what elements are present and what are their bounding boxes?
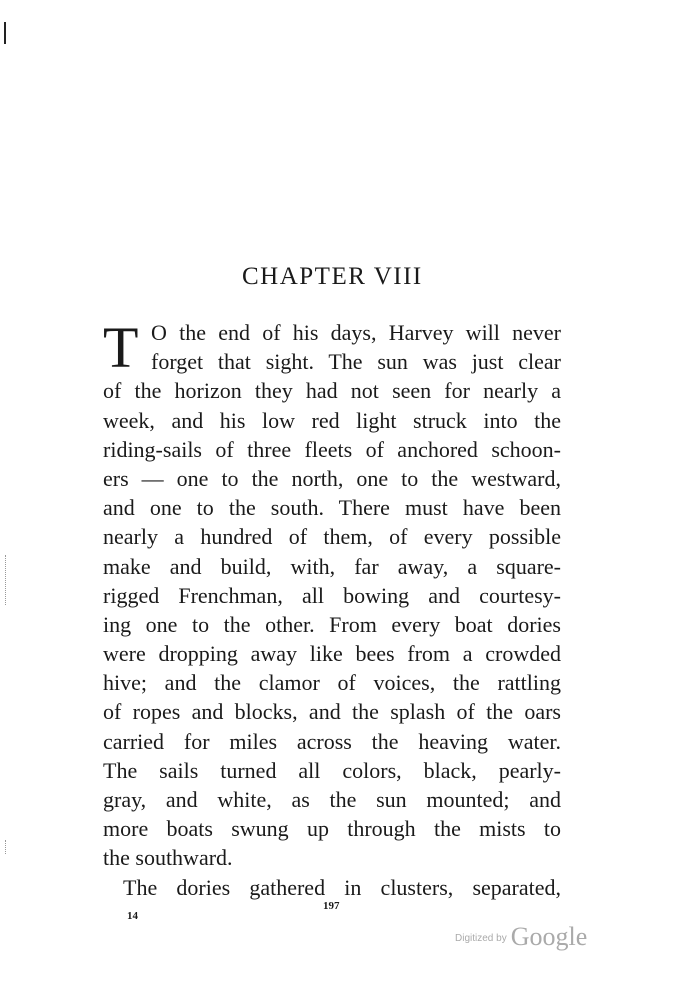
text-line: more boats swung up through the mists to xyxy=(103,816,561,842)
text-line: O the end of his days, Harvey will never xyxy=(151,320,561,345)
text-line: riding-sails of three fleets of anchored schoon- xyxy=(103,436,561,462)
scan-edge-mark xyxy=(4,22,6,44)
page-number: 197 xyxy=(323,900,340,912)
scan-edge-dots-lower xyxy=(5,840,7,854)
text-line: week, and his low red light struck into the xyxy=(103,407,561,433)
text-line: carried for miles across the heaving water. xyxy=(103,728,561,754)
text-line: The sails turned all colors, black, pearly- xyxy=(103,757,561,783)
chapter-text xyxy=(103,315,561,902)
text-line: ing one to the other. From every boat dories xyxy=(103,611,561,637)
text-line: and one to the south. There must have been xyxy=(103,495,561,521)
text-line: gray, and white, as the sun mounted; and xyxy=(103,787,561,812)
text-line: of the horizon they had not seen for nearly a xyxy=(103,378,561,404)
chapter-title: CHAPTER VIII xyxy=(242,263,423,290)
text-line: were dropping away like bees from a crowded xyxy=(103,641,561,667)
text-line: of ropes and blocks, and the splash of the oars xyxy=(103,699,561,725)
watermark-prefix: Digitized by xyxy=(455,933,507,944)
text-line: The dories gathered in clusters, separated, xyxy=(123,874,561,900)
text-line: the southward. xyxy=(103,845,233,871)
text-line: ers — one to the north, one to the westward, xyxy=(103,465,561,491)
text-line: nearly a hundred of them, of every possible xyxy=(103,524,561,550)
google-logo: Google xyxy=(510,922,588,951)
text-line: forget that sight. The sun was just clear xyxy=(151,349,561,375)
scan-edge-dots xyxy=(5,555,7,605)
drop-cap: T xyxy=(103,315,139,380)
text-line: hive; and the clamor of voices, the rattling xyxy=(103,670,561,696)
signature-mark: 14 xyxy=(127,910,138,922)
text-line: make and build, with, far away, a square- xyxy=(103,553,561,579)
digitized-watermark xyxy=(455,922,587,952)
text-line: rigged Frenchman, all bowing and courtesy- xyxy=(103,582,561,608)
